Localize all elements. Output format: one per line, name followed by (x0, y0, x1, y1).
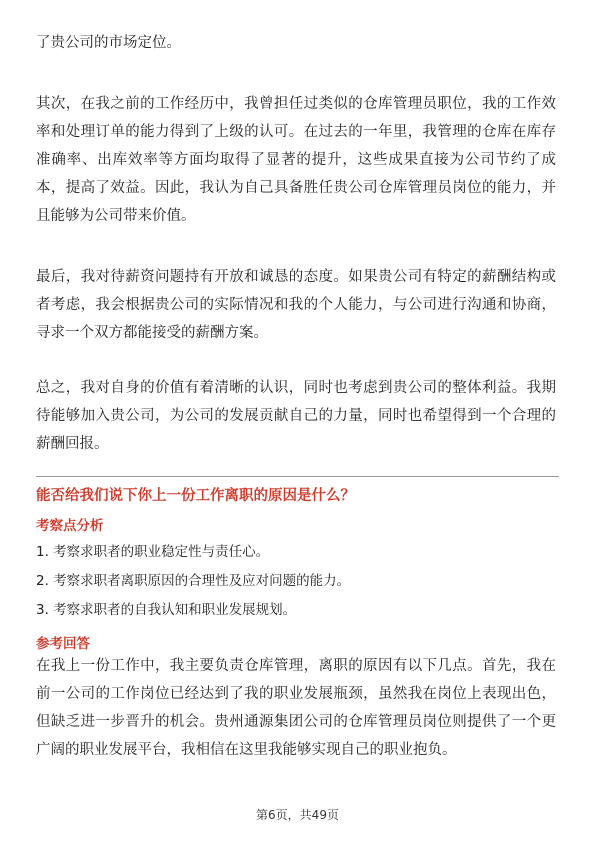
interview-question: 能否给我们说下你上一份工作离职的原因是什么？ (36, 488, 355, 504)
answer-text: 在我上一份工作中，我主要负责仓库管理，离职的原因有以下几点。首先，我在前一公司的工作岗位已经达到了我的职业发展瓶颈，虽然我在岗位上表现出色，但缺乏进一步晋升的机会。贵州通源集团公司的仓库管理员岗位则提供了一个更广阔的职业发展平台，我相信在这里我能够实现自己的职业抱负。 (36, 658, 556, 758)
paragraph-conclusion: 总之，我对自身的价值有着清晰的认识，同时也考虑到贵公司的整体利益。我期待能够加入贵公司，为公司的发展贡献自己的力量，同时也希望得到一个合理的薪酬回报。 (36, 380, 556, 452)
analysis-list (36, 538, 350, 625)
analysis-item: 1. 考察求职者的职业稳定性与责任心。 (36, 544, 270, 560)
section-divider (36, 476, 559, 477)
paragraph-market-position: 了贵公司的市场定位。 (36, 35, 181, 51)
analysis-heading: 考察点分析 (36, 518, 104, 534)
answer-heading: 参考回答 (36, 636, 90, 652)
paragraph-experience: 其次，在我之前的工作经历中，我曾担任过类似的仓库管理员职位，我的工作效率和处理订单的能力得到了上级的认可。在过去的一年里，我管理的仓库在库存准确率、出库效率等方面均取得了显著的提升，这些成果直接为公司节约了成本，提高了效益。因此，我认为自己具备胜任贵公司仓库管理员岗位的能力，并且能够为公司带来价值。 (36, 96, 556, 224)
analysis-item: 3. 考察求职者的自我认知和职业发展规划。 (36, 602, 297, 618)
analysis-item: 2. 考察求职者离职原因的合理性及应对问题的能力。 (36, 573, 351, 589)
paragraph-salary-attitude: 最后，我对待薪资问题持有开放和诚恳的态度。如果贵公司有特定的薪酬结构或者考虑，我会根据贵公司的实际情况和我的个人能力，与公司进行沟通和协商，寻求一个双方都能接受的薪酬方案。 (36, 269, 556, 341)
page-number: 第6页，共49页 (256, 808, 339, 822)
